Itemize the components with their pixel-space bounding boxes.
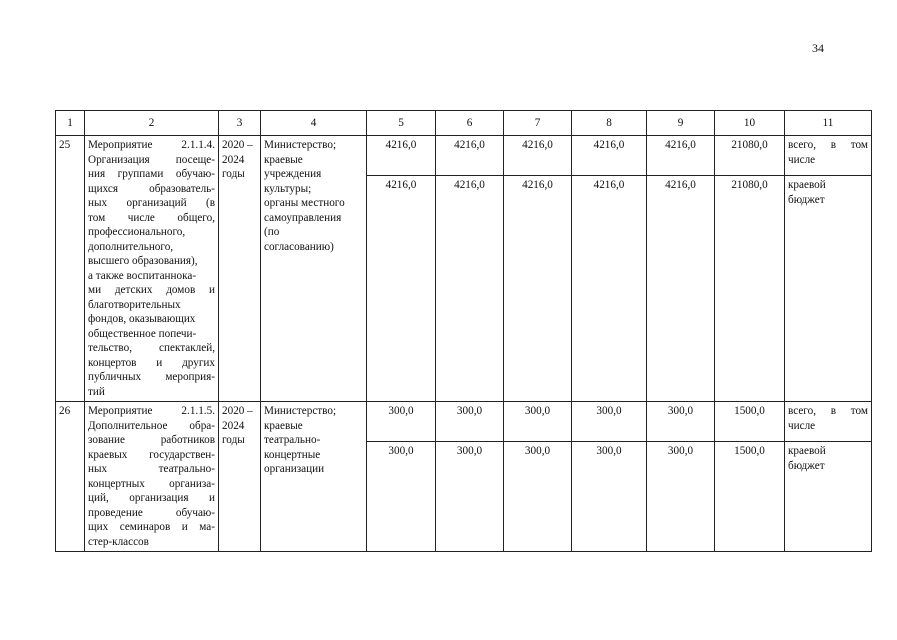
value-cell-total: 21080,0 xyxy=(715,176,785,402)
value-cell: 300,0 xyxy=(647,402,715,442)
value-cell: 300,0 xyxy=(504,402,572,442)
value-cell: 4216,0 xyxy=(572,176,647,402)
header-row xyxy=(56,111,872,136)
table-row xyxy=(56,402,872,442)
row-number: 25 xyxy=(56,136,85,402)
page-number: 34 xyxy=(812,41,824,55)
value-cell-total: 1500,0 xyxy=(715,402,785,442)
executor-cell: Министерство; краевые учреждения культуры; органы местного самоуправления (по согласованию) xyxy=(261,136,367,402)
value-cell: 4216,0 xyxy=(367,176,436,402)
value-cell: 300,0 xyxy=(504,442,572,552)
source-cell: всего, в том числе xyxy=(785,136,872,176)
value-cell: 4216,0 xyxy=(504,136,572,176)
header-cell: 11 xyxy=(785,111,872,136)
value-cell: 300,0 xyxy=(367,442,436,552)
header-cell: 6 xyxy=(436,111,504,136)
value-cell: 300,0 xyxy=(572,402,647,442)
header-cell: 3 xyxy=(219,111,261,136)
value-cell: 4216,0 xyxy=(436,176,504,402)
value-cell: 300,0 xyxy=(436,442,504,552)
table-row xyxy=(56,136,872,176)
value-cell: 300,0 xyxy=(367,402,436,442)
measure-name: Мероприятие 2.1.1.4. Организация посеще- ния группами обучаю- щихся образователь- ных организаций (в том числе общего, профессионального, дополнительного, высшего образования), а также воспитаннока- ми детских домов и благотворительных фондов, оказывающих общественное попечи- тельство, спектаклей, концертов и других публичных мероприя- тий xyxy=(85,136,219,402)
header-cell: 4 xyxy=(261,111,367,136)
source-cell: всего, в том числе xyxy=(785,402,872,442)
value-cell: 300,0 xyxy=(436,402,504,442)
value-cell: 4216,0 xyxy=(367,136,436,176)
header-cell: 5 xyxy=(367,111,436,136)
value-cell: 4216,0 xyxy=(504,176,572,402)
executor-cell: Министерство; краевые театрально- концертные организации xyxy=(261,402,367,552)
header-cell: 8 xyxy=(572,111,647,136)
source-cell: краевой бюджет xyxy=(785,442,872,552)
program-table xyxy=(55,110,872,552)
period-cell: 2020 – 2024 годы xyxy=(219,136,261,402)
value-cell: 300,0 xyxy=(572,442,647,552)
value-cell-total: 1500,0 xyxy=(715,442,785,552)
value-cell: 4216,0 xyxy=(647,176,715,402)
source-cell: краевой бюджет xyxy=(785,176,872,402)
header-cell: 7 xyxy=(504,111,572,136)
header-cell: 10 xyxy=(715,111,785,136)
header-cell: 9 xyxy=(647,111,715,136)
value-cell: 300,0 xyxy=(647,442,715,552)
value-cell: 4216,0 xyxy=(647,136,715,176)
row-number: 26 xyxy=(56,402,85,552)
header-cell: 1 xyxy=(56,111,85,136)
value-cell: 4216,0 xyxy=(436,136,504,176)
value-cell-total: 21080,0 xyxy=(715,136,785,176)
header-cell: 2 xyxy=(85,111,219,136)
period-cell: 2020 – 2024 годы xyxy=(219,402,261,552)
value-cell: 4216,0 xyxy=(572,136,647,176)
measure-name: Мероприятие 2.1.1.5. Дополнительное обра- зование работников краевых государствен- ных театрально- концертных организа- ций, организация и проведение обучаю- щих семинаров и ма- стер-классов xyxy=(85,402,219,552)
